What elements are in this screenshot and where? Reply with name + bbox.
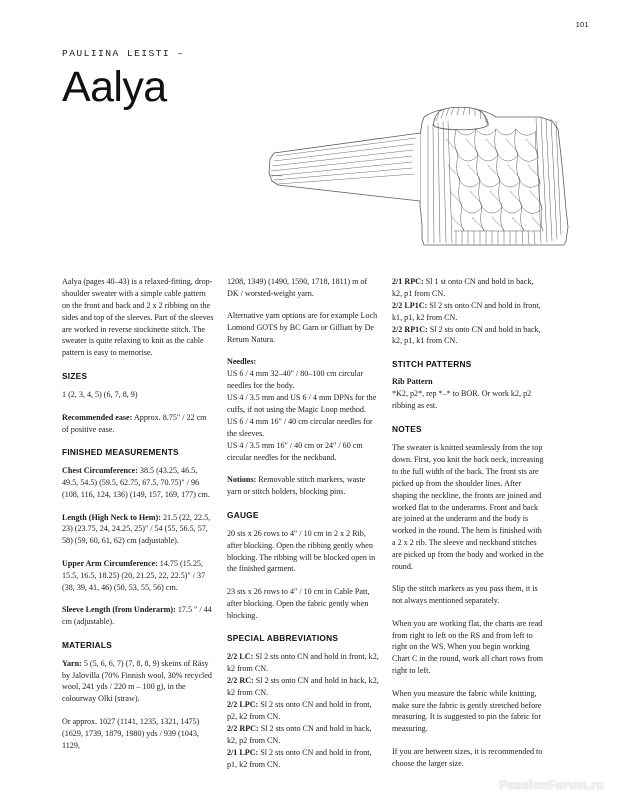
title-block [62, 48, 362, 109]
measurement-chest [62, 465, 214, 501]
abbr-term: 2/2 RP1C: [392, 324, 428, 334]
alternative-yarn-paragraph: Alternative yarn options are for example Loch Lomond GOTS by BC Garn or Gilliatt by De Rerum Natura. [227, 311, 378, 345]
subheading-rib-pattern: Rib Pattern [392, 377, 433, 387]
designer-name: PAULIINA LEISTI – [62, 48, 185, 59]
needles-label: Needles: [227, 357, 257, 367]
yarn-label: Yarn: [62, 658, 82, 668]
abbr-definition: Sl 1 st onto CN and hold in back, k2, p1 from CN. [392, 277, 534, 298]
intro-paragraph: Aalya (pages 40–43) is a relaxed-fitting, drop-shoulder sweater with a simple cable pattern on the front and back and 2 x 2 ribbing on the sides and top of the sleeves. Part of the sleeves are worked in reverse stockinette stitch. The sweater is quite relaxing to knit as the cable pattern is easy to memorise. [62, 277, 214, 358]
content-columns [62, 276, 570, 776]
sleeve-length-label: Sleeve Length (from Underarm): [62, 604, 176, 614]
abbr-term: 2/2 RPC: [227, 723, 259, 733]
abbreviation-list-continued [392, 276, 544, 347]
notions-value: Removable stitch markers, waste yarn or stitch holders, blocking pins. [227, 474, 366, 496]
recommended-ease [62, 412, 214, 436]
abbr-definition: Sl 2 sts onto CN and hold in front, k2, k2 from CN. [227, 652, 379, 674]
section-heading-stitch-patterns: STITCH PATTERNS [392, 359, 472, 370]
site-watermark: PassionForum.ru [499, 778, 604, 792]
needles-neckband: US 4 / 3.5 mm 16" / 40 cm or 24" / 60 cm circular needles for the neckband. [227, 440, 363, 462]
section-heading-sizes: SIZES [62, 371, 88, 382]
abbr-definition: Sl 2 sts onto CN and hold in back, k2, p1, k1 from CN. [392, 324, 541, 346]
note-chart-reading: When you are working flat, the charts are read from right to left on the RS and from left to right on the WS. When you begin working Chart C in the round, work all chart rows from right to left. [392, 618, 544, 676]
recommended-ease-label: Recommended ease: [62, 412, 133, 422]
list-item [392, 324, 544, 348]
sweater-schematic-drawing [148, 105, 588, 265]
list-item [227, 699, 379, 723]
needles-sleeves: US 6 / 4 mm 16" / 40 cm circular needles for the sleeves. [227, 416, 373, 438]
list-item [227, 723, 379, 747]
measurement-upper-arm [62, 558, 214, 594]
yarn-value: 5 (5, 6, 6, 7) (7, 8, 8, 9) skeins of Räsy by Jalovilla (70% Finnish wool, 30% recycled wool, 241 yds / 220 m – 100 g), in the colourway Olki (straw). [62, 658, 212, 704]
page-title: Aalya [62, 63, 167, 111]
note-construction: The sweater is knitted seamlessly from the top down. First, you knit the back neck, increasing to the full width of the back. The front sts are picked up from the shoulder lines. After shaping the neckline, the fronts are joined and worked flat to the underarms. Front and back are joined at the underarm and the body is worked in the round. The hem is finished with a 2 x 2 rib. The sleeve and neckband stitches are picked up from the body and worked in the round. [392, 443, 544, 572]
sizes-value: 1 (2, 3, 4, 5) (6, 7, 8, 9) [62, 390, 138, 400]
yarn-approx-yardage: Or approx. 1027 (1141, 1235, 1321, 1475) (1629, 1739, 1879, 1980) yds / 939 (1043, 1129, [62, 716, 200, 750]
gauge-rib: 20 sts x 26 rows to 4" / 10 cm in 2 x 2 Rib, after blocking. Open the ribbing gently when blocking. The ribbing will be blocked open in the finished garment. [227, 528, 376, 574]
note-measuring: When you measure the fabric while knitting, make sure the fabric is gently stretched before measuring. It is suggested to pin the fabric for measuring. [392, 688, 542, 734]
measurement-length [62, 512, 214, 548]
sleeve-length-value: 17.5 " / 44 cm (adjustable). [62, 604, 212, 626]
abbreviation-list [227, 651, 379, 770]
abbr-definition: Sl 2 sts onto CN and hold in front, p2, k2 from CN. [227, 700, 372, 721]
abbr-definition: Sl 2 sts onto CN and hold in back, k2, k2 from CN. [227, 676, 379, 698]
abbr-definition: Sl 2 sts onto CN and hold in back, k2, p2 from CN. [227, 723, 372, 745]
list-item [392, 276, 544, 300]
abbr-definition: Sl 2 sts onto CN and hold in front, k1, p1, k2 from CN. [392, 300, 541, 322]
needles-body: US 6 / 4 mm 32–40" / 80–100 cm circular needles for the body. [227, 369, 364, 391]
page-number: 101 [575, 20, 589, 29]
recommended-ease-value: Approx. 8.75" / 22 cm of positive ease. [62, 412, 207, 434]
abbr-term: 2/1 RPC: [392, 277, 424, 286]
list-item [227, 747, 379, 771]
length-label: Length (High Neck to Hem): [62, 512, 161, 522]
abbr-term: 2/2 LPC: [227, 700, 259, 710]
upper-arm-value: 14.75 (15.25, 15.5, 16.5, 18.25) (20, 21.25, 22, 22.5)" / 37 (38, 39, 41, 46) (50, 53, 55, 56) cm. [62, 558, 206, 592]
column-three [392, 276, 544, 776]
abbr-term: 2/2 RC: [227, 676, 254, 686]
yarn-approx-continued: 1208, 1349) (1490, 1590, 1718, 1811) m of DK / worsted-weight yarn. [227, 277, 368, 298]
length-value: 21.5 (22, 22.5, 23) (23.75, 24, 24.25, 25)" / 54 (55, 56.5, 57, 58) (59, 60, 61, 62) cm (adjustable). [62, 512, 211, 546]
column-two [227, 276, 379, 776]
chest-value: 38.5 (43.25, 46.5, 49.5, 54.5) (59.5, 62.75, 67.5, 70.75)" / 96 (108, 116, 124, 136) (149, 157, 169, 177) cm. [62, 466, 210, 500]
column-one [62, 276, 214, 776]
rib-pattern-text: *K2, p2*, rep *–* to BOR. Or work k2, p2 ribbing as est. [392, 389, 532, 411]
gauge-cable: 23 sts x 26 rows to 4" / 10 cm in Cable Patt, after blocking. Open the fabric gently when blocking. [227, 586, 370, 620]
list-item [227, 675, 379, 699]
abbr-term: 2/2 LP1C: [392, 300, 428, 310]
list-item [227, 651, 379, 675]
section-heading-special-abbreviations: SPECIAL ABBREVIATIONS [227, 633, 339, 644]
section-heading-materials: MATERIALS [62, 639, 113, 650]
note-between-sizes: If you are between sizes, it is recommended to choose the larger size. [392, 746, 543, 768]
section-heading-finished-measurements: FINISHED MEASUREMENTS [62, 447, 179, 458]
needles-cuffs: US 4 / 3.5 mm and US 6 / 4 mm DPNs for the cuffs, if not using the Magic Loop method. [227, 393, 377, 415]
section-heading-notes: NOTES [392, 424, 422, 435]
abbr-term: 2/2 LC: [227, 652, 254, 662]
list-item [392, 300, 544, 324]
yarn-entry [62, 658, 214, 706]
notions-label: Notions: [227, 474, 257, 484]
abbr-term: 2/1 LPC: [227, 747, 259, 757]
upper-arm-label: Upper Arm Circumference: [62, 558, 158, 568]
measurement-sleeve-length [62, 604, 214, 628]
section-heading-gauge: GAUGE [227, 509, 259, 520]
chest-label: Chest Circumference: [62, 466, 138, 476]
note-stitch-markers: Slip the stitch markers as you pass them, it is not always mentioned separately. [392, 584, 538, 606]
abbr-definition: Sl 2 sts onto CN and hold in front, p1, k2 from CN. [227, 747, 372, 769]
notions-entry [227, 474, 379, 498]
